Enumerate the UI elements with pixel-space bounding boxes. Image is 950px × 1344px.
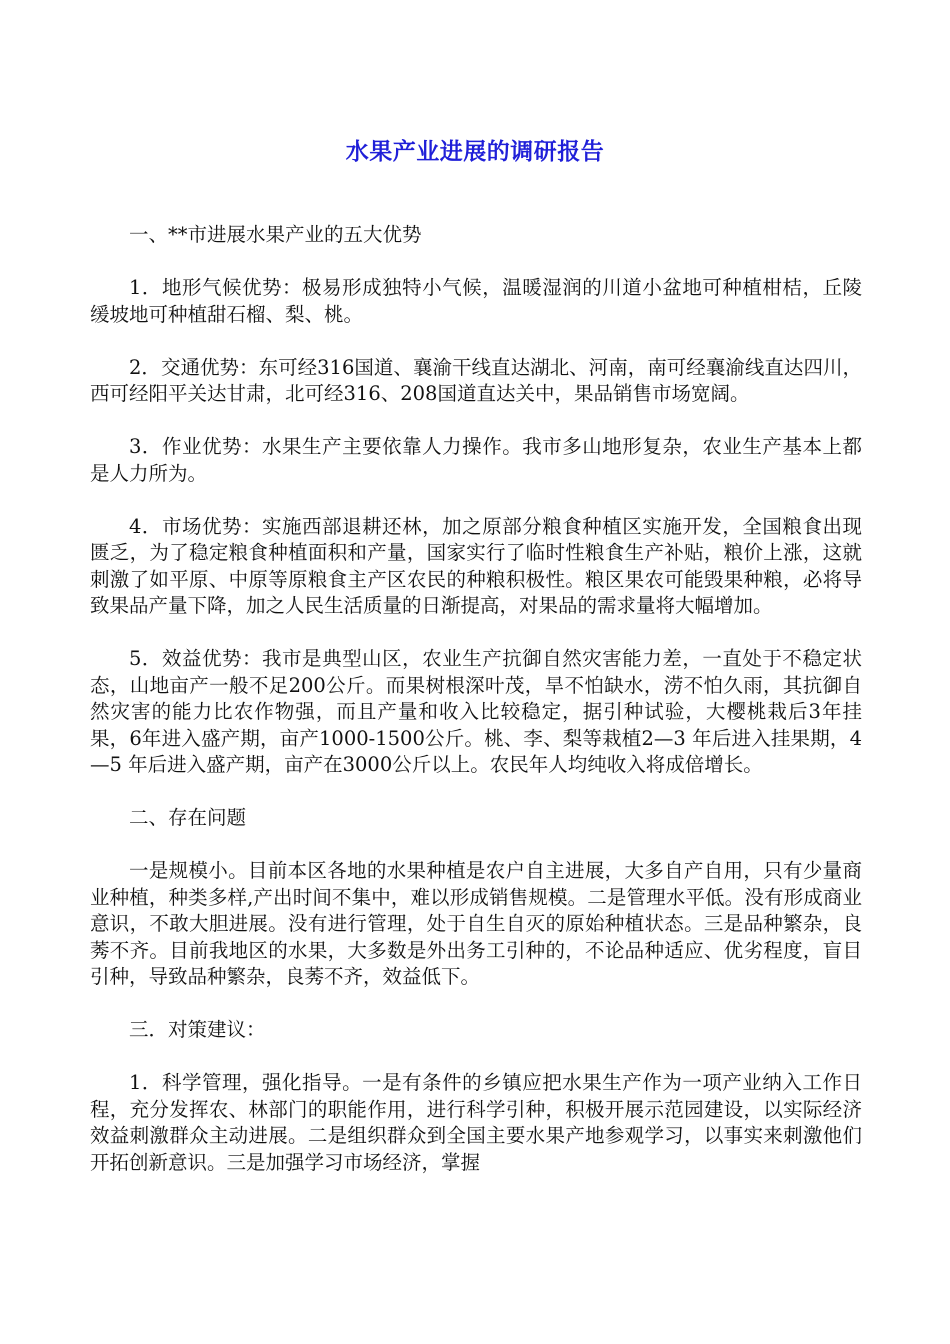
document-title: 水果产业进展的调研报告 <box>345 139 605 165</box>
paragraph-labor: 3．作业优势：水果生产主要依靠人力操作。我市多山地形复杂，农业生产基本上都是人力所为。 <box>90 435 862 485</box>
paragraph-problems: 一是规模小。目前本区各地的水果种植是农户自主进展，大多自产自用，只有少量商业种植，种类多样,产出时间不集中，难以形成销售规模。二是管理水平低。没有形成商业意识，不敢大胆进展。没有进行管理，处于自生自灭的原始种植状态。三是品种繁杂，良莠不齐。目前我地区的水果，大多数是外出务工引种的，不论品种适应、优劣程度，盲目引种，导致品种繁杂，良莠不齐，效益低下。 <box>90 859 862 988</box>
section-heading-advantages: 一、**市进展水果产业的五大优势 <box>129 223 422 246</box>
section-heading-problems: 二、存在问题 <box>129 806 247 829</box>
paragraph-management: 1．科学管理，强化指导。一是有条件的乡镇应把水果生产作为一项产业纳入工作日程，充分发挥农、林部门的职能作用，进行科学引种，积极开展示范园建设，以实际经济效益刺激群众主动进展。二是组织群众到全国主要水果产地参观学习，以事实来刺激他们开拓创新意识。三是加强学习市场经济，掌握 <box>90 1071 862 1174</box>
document-body <box>90 222 862 1203</box>
paragraph-market: 4．市场优势：实施西部退耕还林，加之原部分粮食种植区实施开发，全国粮食出现匮乏，为了稳定粮食种植面积和产量，国家实行了临时性粮食生产补贴，粮价上涨，这就刺激了如平原、中原等原粮食主产区农民的种粮积极性。粮区果农可能毁果种粮，必将导致果品产量下降，加之人民生活质量的日渐提高，对果品的需求量将大幅增加。 <box>90 514 862 617</box>
paragraph-transport: 2．交通优势：东可经316国道、襄渝干线直达湖北、河南，南可经襄渝线直达四川，西可经阳平关达甘肃，北可经316、208国道直达关中，果品销售市场宽阔。 <box>90 355 862 405</box>
paragraph-terrain-climate: 1．地形气候优势：极易形成独特小气候，温暖湿润的川道小盆地可种植柑桔，丘陵缓坡地可种植甜石榴、梨、桃。 <box>90 276 862 326</box>
section-heading-suggestions: 三．对策建议： <box>129 1018 266 1041</box>
paragraph-benefit: 5．效益优势：我市是典型山区，农业生产抗御自然灾害能力差，一直处于不稳定状态，山地亩产一般不足200公斤。而果树根深叶茂，旱不怕缺水，涝不怕久雨，其抗御自然灾害的能力比农作物强，而且产量和收入比较稳定，据引种试验，大樱桃栽后3年挂果，6年进入盛产期，亩产1000-1500公斤。桃、李、梨等栽植2—3 年后进入挂果期，4—5 年后进入盛产期，亩产在3000公斤以上。农民年人均纯收入将成倍增长。 <box>90 647 862 776</box>
